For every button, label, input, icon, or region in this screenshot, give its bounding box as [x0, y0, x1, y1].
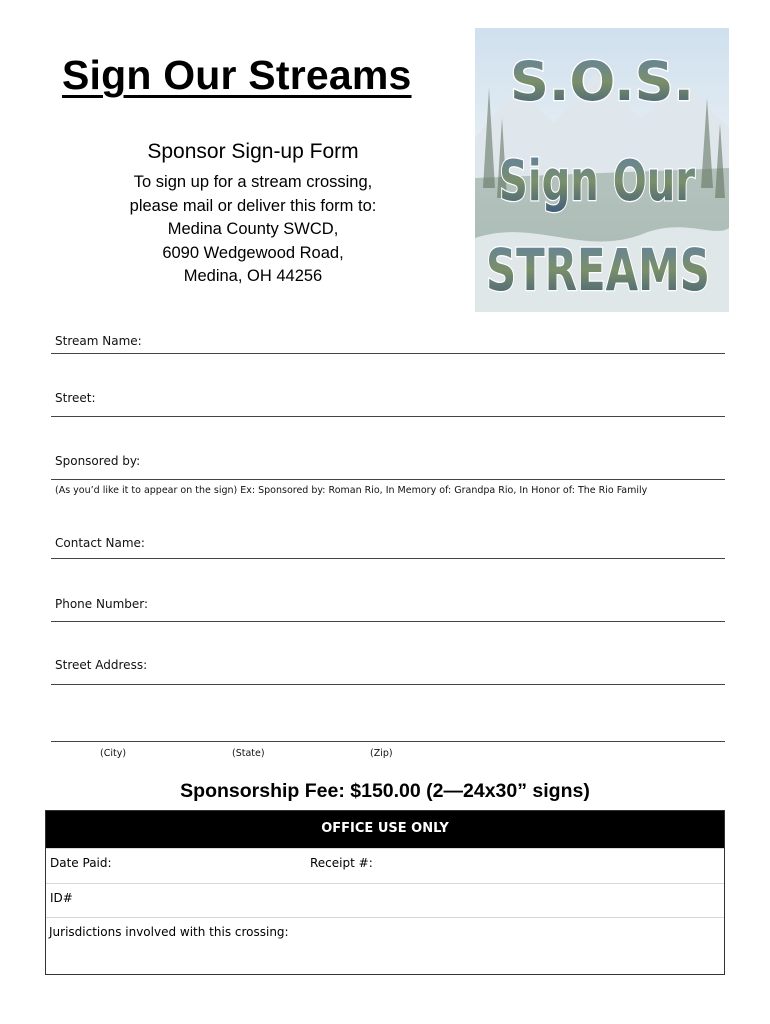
office-use-heading: OFFICE USE ONLY: [46, 811, 724, 848]
logo-line-sign-our: Sign Our: [499, 149, 696, 214]
office-use-box: [45, 810, 725, 975]
address-line: Medina, OH 44256: [183, 267, 323, 285]
logo-line-sos: S.O.S.: [509, 50, 695, 113]
sponsored-by-label: Sponsored by:: [55, 454, 141, 468]
sponsorship-fee: Sponsorship Fee: $150.00 (2—24x30” signs): [180, 780, 590, 802]
logo-line-streams: STREAMS: [486, 236, 710, 304]
office-row-jurisdictions: [46, 917, 724, 974]
street-label: Street:: [55, 391, 96, 405]
page-title: Sign Our Streams: [62, 52, 412, 98]
form-subtitle: Sponsor Sign-up Form: [147, 140, 359, 163]
mailing-instructions: [70, 171, 436, 289]
receipt-label: Receipt #:: [310, 856, 373, 870]
jurisdictions-label: Jurisdictions involved with this crossing:: [49, 925, 289, 939]
street-address-field[interactable]: [51, 684, 725, 685]
sponsored-by-note: (As you’d like it to appear on the sign) Ex: Sponsored by: Roman Rio, In Memory of: Grandpa Rio, In Honor of: The Rio Family: [55, 485, 648, 496]
sponsored-by-field[interactable]: [51, 479, 725, 480]
address-line: To sign up for a stream crossing,: [133, 173, 373, 191]
date-paid-label: Date Paid:: [50, 856, 112, 870]
office-row-payment: [46, 848, 724, 883]
city-state-zip-field[interactable]: [51, 741, 725, 742]
phone-number-field[interactable]: [51, 621, 725, 622]
sos-logo: [475, 28, 729, 312]
phone-number-label: Phone Number:: [55, 597, 149, 611]
sos-logo-graphic: [475, 28, 729, 312]
street-field[interactable]: [51, 416, 725, 417]
contact-name-label: Contact Name:: [55, 536, 145, 550]
state-caption: (State): [232, 748, 265, 759]
id-label: ID#: [50, 891, 73, 905]
city-caption: (City): [100, 748, 127, 759]
street-address-label: Street Address:: [55, 658, 148, 672]
stream-name-field[interactable]: [51, 353, 725, 354]
address-line: 6090 Wedgewood Road,: [162, 243, 344, 262]
office-row-id: [46, 883, 724, 918]
stream-name-label: Stream Name:: [55, 334, 142, 348]
contact-name-field[interactable]: [51, 558, 725, 559]
address-line: Medina County SWCD,: [167, 220, 339, 238]
address-line: please mail or deliver this form to:: [129, 196, 377, 215]
zip-caption: (Zip): [370, 748, 393, 759]
